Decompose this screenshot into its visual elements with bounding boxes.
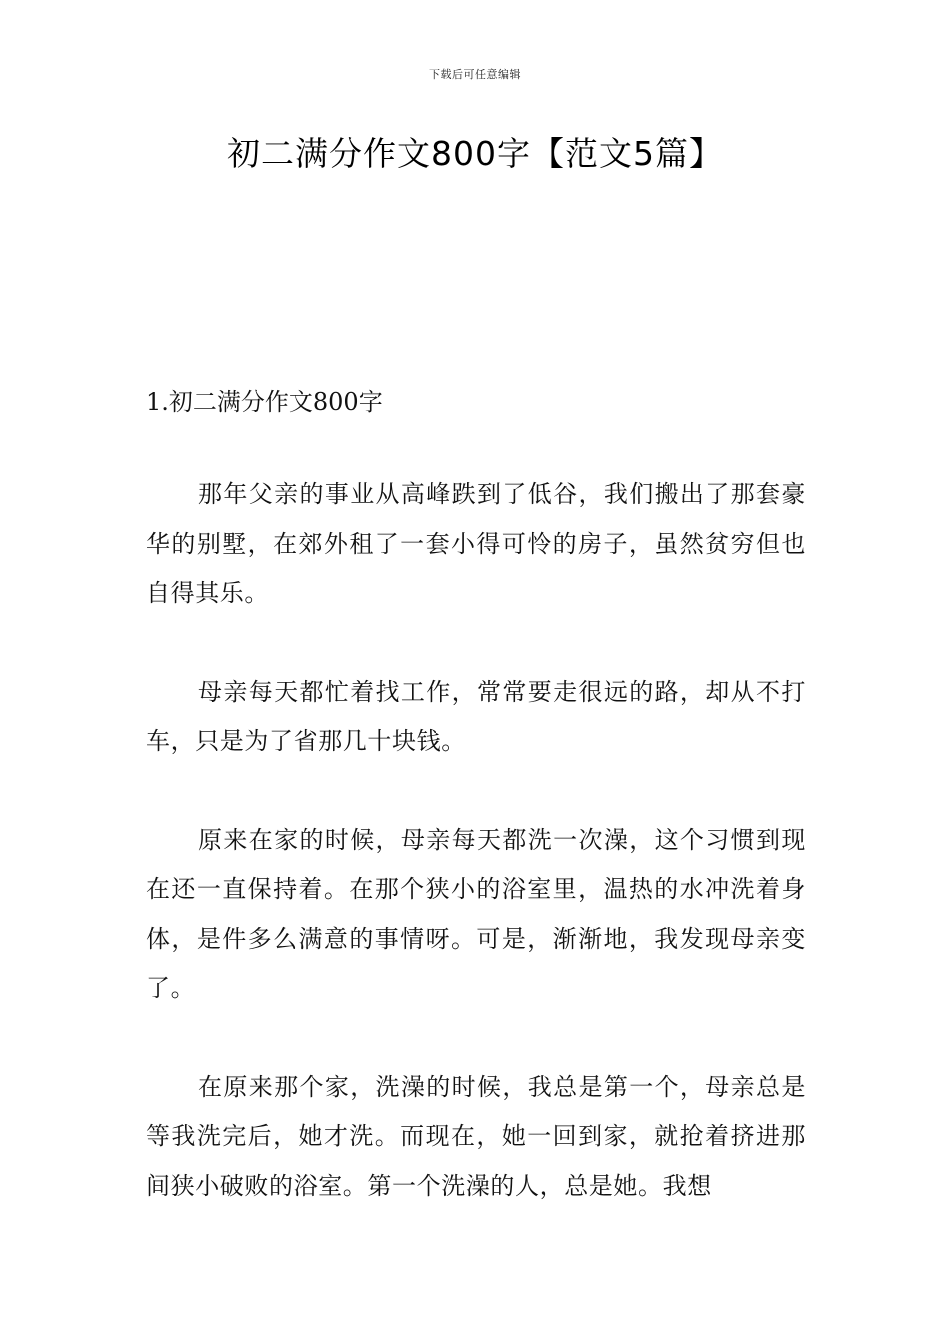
paragraph: 那年父亲的事业从高峰跌到了低谷，我们搬出了那套豪华的别墅，在郊外租了一套小得可怜的房子，虽然贫穷但也自得其乐。 xyxy=(146,480,806,607)
body-text xyxy=(146,470,806,1260)
page-header-note: 下载后可任意编辑 xyxy=(429,68,521,81)
paragraph: 母亲每天都忙着找工作，常常要走很远的路，却从不打车，只是为了省那几十块钱。 xyxy=(146,677,806,755)
section-heading: 1.初二满分作文800字 xyxy=(146,388,383,416)
paragraph: 原来在家的时候，母亲每天都洗一次澡，这个习惯到现在还一直保持着。在那个狭小的浴室里，温热的水冲洗着身体，是件多么满意的事情呀。可是，渐渐地，我发现母亲变了。 xyxy=(146,825,806,1002)
document-title: 初二满分作文800字【范文5篇】 xyxy=(227,134,723,173)
paragraph: 在原来那个家，洗澡的时候，我总是第一个，母亲总是等我洗完后，她才洗。而现在，她一回到家，就抢着挤进那间狭小破败的浴室。第一个洗澡的人，总是她。我想 xyxy=(146,1072,806,1200)
